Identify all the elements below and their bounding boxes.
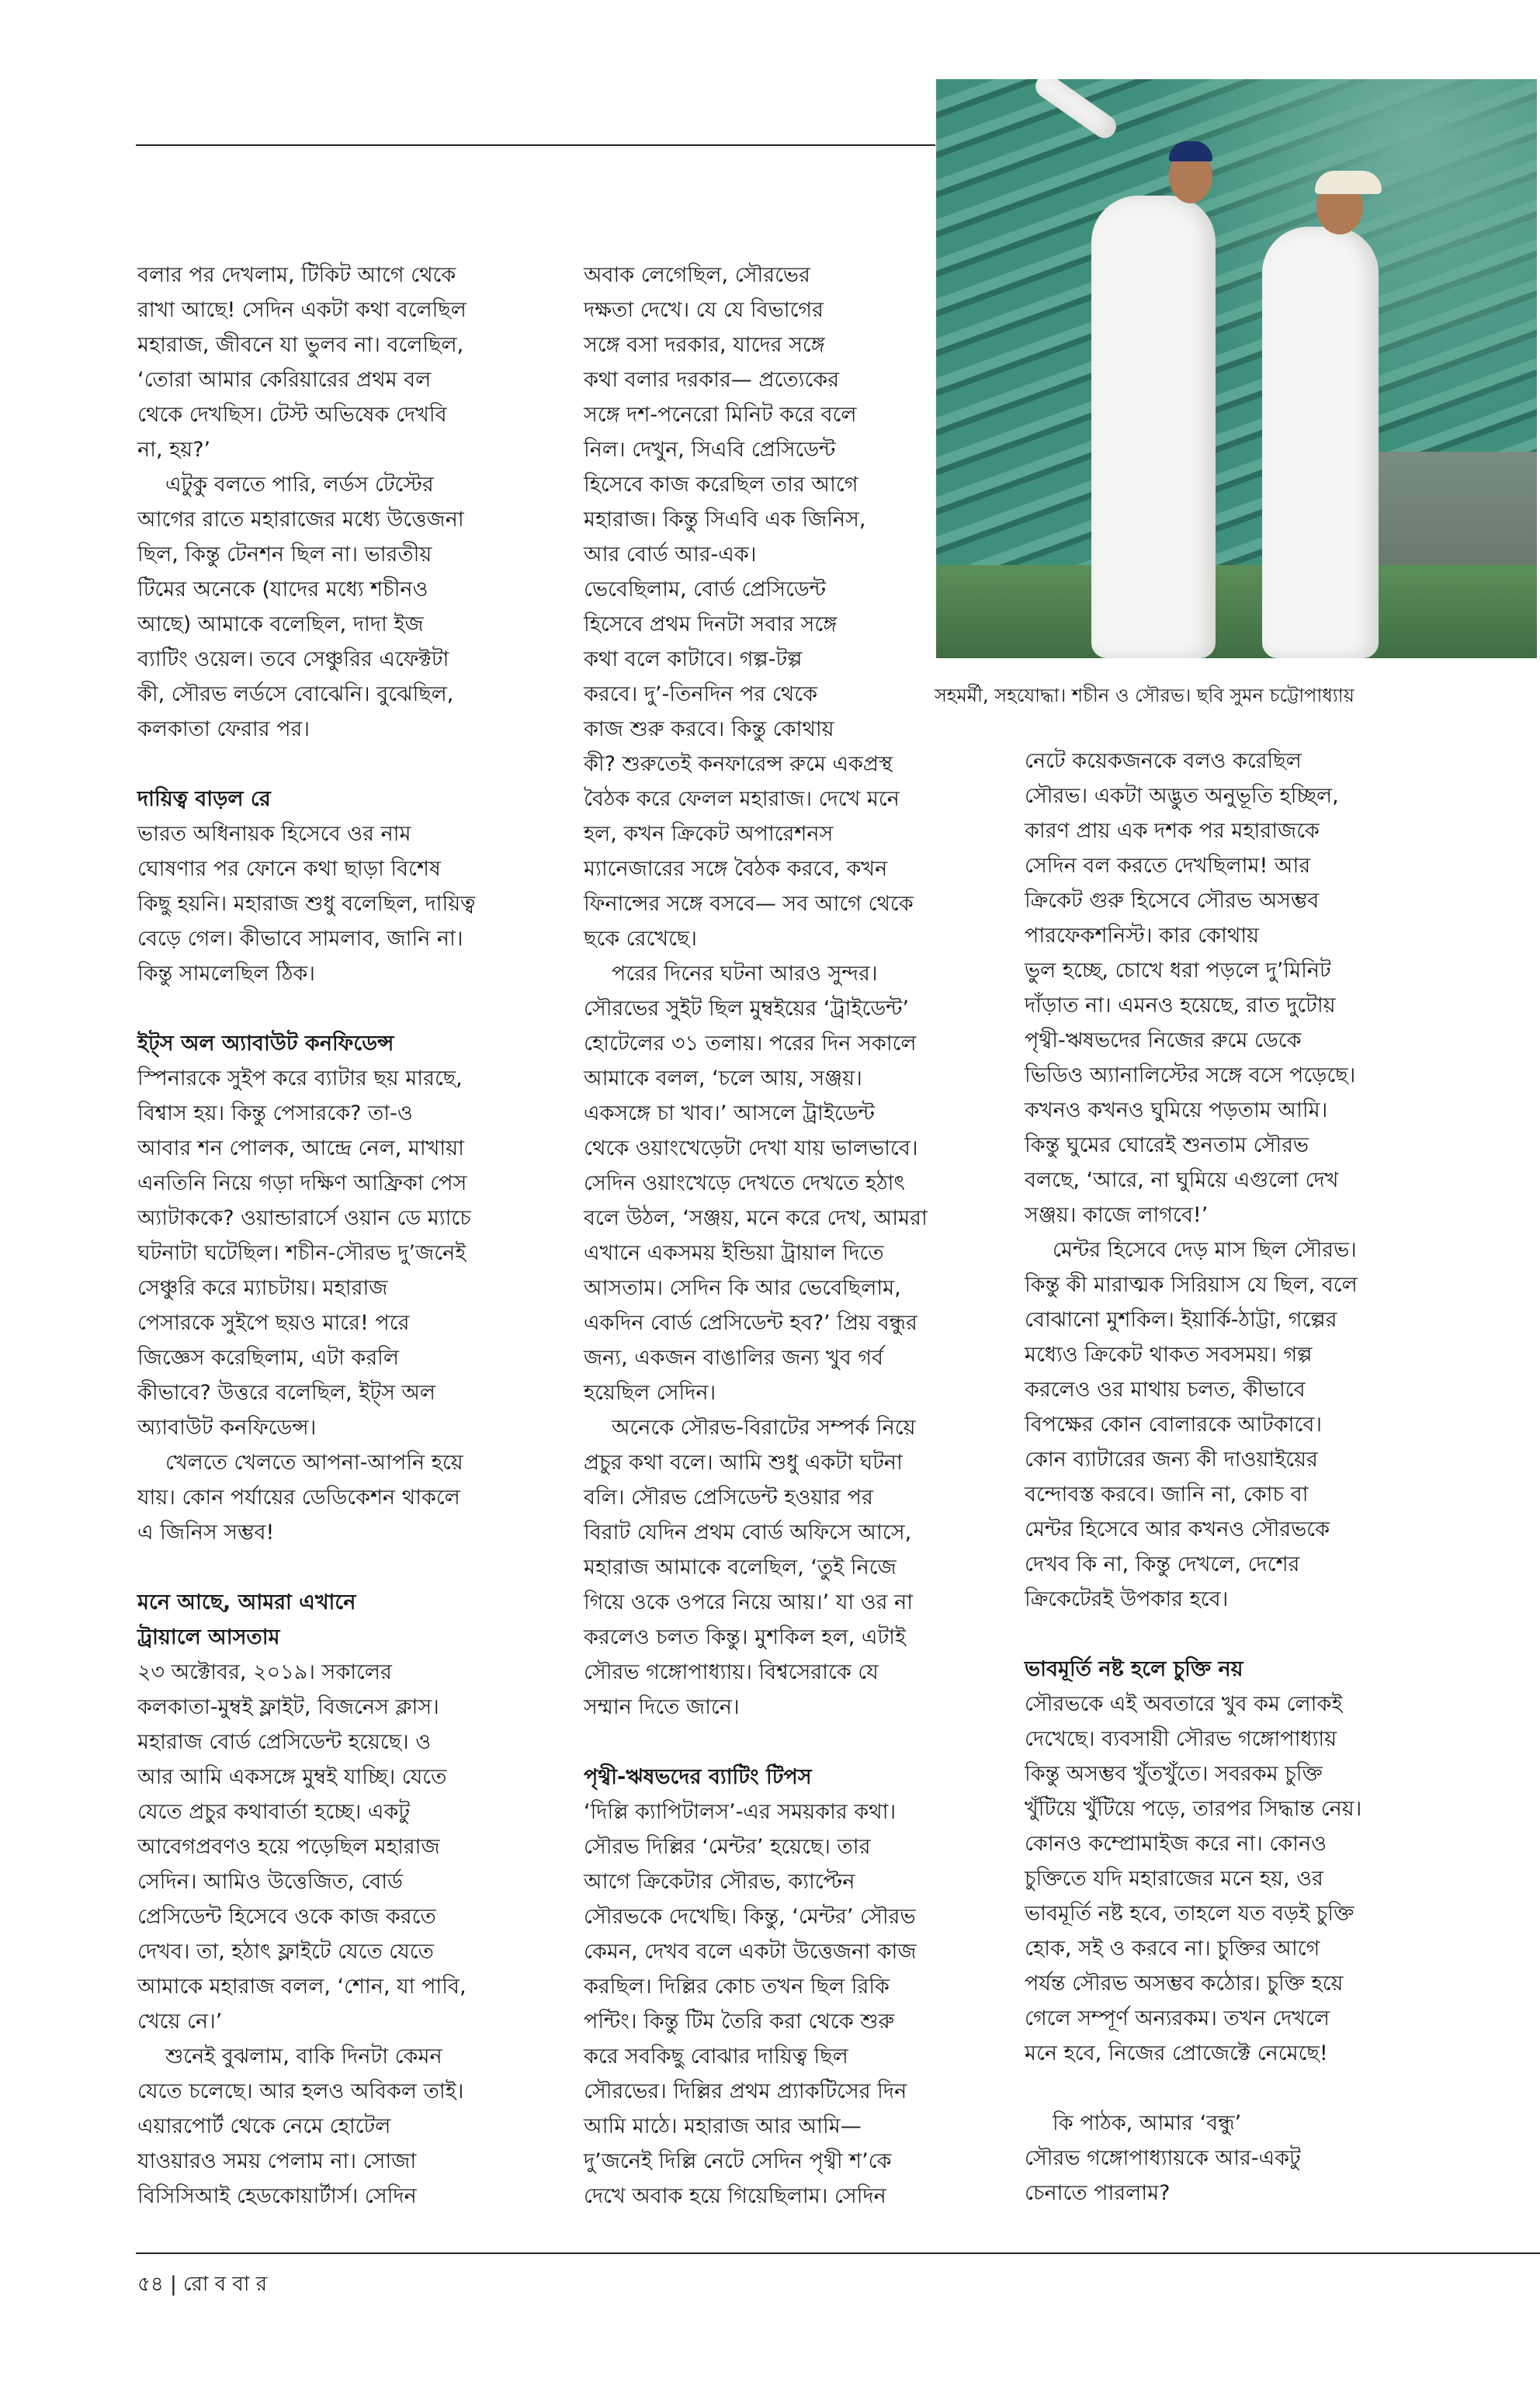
text-line: খেলতে খেলতে আপনা-আপনি হয়ে	[165, 1451, 463, 1475]
blank-line	[137, 991, 541, 1026]
text-line: বোঝানো মুশকিল। ইয়ার্কি-ঠাট্টা, গল্পের	[1025, 1308, 1337, 1332]
text-line: আগের রাতে মহারাজের মধ্যে উত্তেজনা	[137, 508, 464, 532]
text-line: ব্যাটিং ওয়েল। তবে সেঞ্চুরির এফেক্টটা	[137, 647, 449, 671]
text-line: নিল। দেখুন, সিএবি প্রেসিডেন্ট	[584, 438, 836, 462]
text-line: দু’জনেই দিল্লি নেটে সেদিন পৃথ্বী শ’কে	[584, 2149, 892, 2173]
text-line: কখনও কখনও ঘুমিয়ে পড়তাম আমি।	[1025, 1098, 1328, 1122]
text-line: সৌরভ। একটা অদ্ভুত অনুভূতি হচ্ছিল,	[1025, 784, 1339, 808]
text-line: সঙ্গে দশ-পনেরো মিনিট করে বলে	[584, 403, 857, 427]
section-heading: ইট্‌স অল অ্যাবাউট কনফিডেন্স	[137, 1032, 394, 1056]
text-line: এয়ারপোর্ট থেকে নেমে হোটেল	[137, 2114, 391, 2138]
text-line: মহারাজ, জীবনে যা ভুলব না। বলেছিল,	[137, 333, 464, 357]
text-line: যাওয়ারও সময় পেলাম না। সোজা	[137, 2149, 417, 2173]
text-line: হয়েছিল সেদিন।	[584, 1381, 716, 1405]
text-line: গিয়ে ওকে ওপরে নিয়ে আয়।’ যা ওর না	[584, 1590, 914, 1614]
text-line: হোক, সই ও করবে না। চুক্তির আগে	[1025, 1937, 1320, 1961]
footer-rule	[136, 2253, 1540, 2254]
text-line: আর বোর্ড আর-এক।	[584, 543, 757, 567]
text-line: সেদিন বল করতে দেখছিলাম! আর	[1025, 854, 1311, 878]
article-photo	[936, 79, 1537, 658]
text-line: ঘোষণার পর ফোনে কথা ছাড়া বিশেষ	[137, 857, 441, 881]
text-line: সৌরভের। দিল্লির প্রথম প্র্যাকটিসের দিন	[584, 2079, 907, 2103]
blank-line	[1025, 2071, 1428, 2106]
text-line: কেমন, দেখব বলে একটা উত্তেজনা কাজ	[584, 1940, 917, 1964]
text-line: সৌরভকে দেখেছি। কিন্তু, ‘মেন্টর’ সৌরভ	[584, 1905, 916, 1929]
page-footer: ৫৪ | রো ব বা র	[137, 2273, 267, 2296]
text-line: বলার পর দেখলাম, টিকিট আগে থেকে	[137, 263, 456, 287]
text-line: অ্যাটাককে? ওয়ান্ডারার্সে ওয়ান ডে ম্যাচে	[137, 1206, 471, 1230]
blank-line	[137, 747, 541, 782]
text-line: একসঙ্গে চা খাব।’ আসলে ট্রাইডেন্ট	[584, 1101, 875, 1125]
photo-ground	[936, 565, 1537, 658]
text-line: সৌরভের সুইট ছিল মুম্বইয়ের ‘ট্রাইডেন্ট’	[584, 997, 910, 1021]
article-column-1	[137, 258, 541, 2214]
text-line: করে সবকিছু বোঝার দায়িত্ব ছিল	[584, 2044, 848, 2069]
section-heading: ট্রায়ালে আসতাম	[137, 1625, 280, 1649]
text-line: কিন্তু সামলেছিল ঠিক।	[137, 962, 315, 986]
text-line: আবার শন পোলক, আন্দ্রে নেল, মাখায়া	[137, 1136, 464, 1160]
text-line: দেখে অবাক হয়ে গিয়েছিলাম। সেদিন	[584, 2184, 886, 2208]
text-line: পারফেকশনিস্ট। কার কোথায়	[1025, 924, 1260, 948]
text-line: এটুকু বলতে পারি, লর্ডস টেস্টের	[165, 473, 434, 497]
text-line: যেতে প্রচুর কথাবার্তা হচ্ছে। একটু	[137, 1800, 411, 1824]
text-line: বিরাট যেদিন প্রথম বোর্ড অফিসে আসে,	[584, 1521, 912, 1545]
photo-cap	[1169, 141, 1212, 161]
text-line: আমি মাঠে। মহারাজ আর আমি—	[584, 2114, 862, 2138]
text-line: কথা বলে কাটাবে। গল্প-টল্প	[584, 647, 803, 671]
section-heading: পৃথ্বী-ঋষভদের ব্যাটিং টিপস	[584, 1765, 812, 1789]
text-line: খুঁটিয়ে খুঁটিয়ে পড়ে, তারপর সিদ্ধান্ত নেয়।	[1025, 1797, 1362, 1821]
text-line: জন্য, একজন বাঙালির জন্য খুব গর্ব	[584, 1346, 884, 1370]
text-line: জিজ্ঞেস করেছিলাম, এটা করলি	[137, 1346, 400, 1370]
text-line: টিমের অনেকে (যাদের মধ্যে শচীনও	[137, 577, 428, 602]
text-line: সম্মান দিতে জানে।	[584, 1695, 740, 1719]
text-line: কিন্তু ঘুমের ঘোরেই শুনতাম সৌরভ	[1025, 1133, 1309, 1157]
text-line: দেখব কি না, কিন্তু দেখলে, দেশের	[1025, 1552, 1300, 1576]
text-line: সৌরভ গঙ্গোপাধ্যায়কে আর-একটু	[1025, 2146, 1301, 2170]
text-line: যায়। কোন পর্যায়ের ডেডিকেশন থাকলে	[137, 1486, 460, 1510]
blank-line	[584, 1725, 987, 1760]
text-line: সৌরভ দিল্লির ‘মেন্টর’ হয়েছে। তার	[584, 1835, 871, 1859]
text-line: করবে। দু’-তিনদিন পর থেকে	[584, 682, 818, 706]
text-line: পর্যন্ত সৌরভ অসম্ভব কঠোর। চুক্তি হয়ে	[1025, 1972, 1344, 1996]
text-line: অ্যাবাউট কনফিডেন্স।	[137, 1416, 317, 1440]
text-line: গেলে সম্পূর্ণ অন্যরকম। তখন দেখলে	[1025, 2006, 1330, 2031]
text-line: কোনও কম্প্রোমাইজ করে না। কোনও	[1025, 1832, 1327, 1856]
photo-caption: সহমর্মী, সহযোদ্ধা। শচীন ও সৌরভ। ছবি সুমন চট্টোপাধ্যায়	[935, 685, 1354, 706]
text-line: দক্ষতা দেখে। যে যে বিভাগের	[584, 298, 824, 322]
text-line: করলেও ওর মাথায় চলত, কীভাবে	[1025, 1378, 1306, 1402]
blank-line	[137, 1550, 541, 1585]
text-line: এখানে একসময় ইন্ডিয়া ট্রায়াল দিতে	[584, 1241, 884, 1265]
text-line: নেটে কয়েকজনকে বলও করেছিল	[1025, 749, 1302, 773]
text-line: থেকে দেখছিস। টেস্ট অভিষেক দেখবি	[137, 403, 447, 427]
text-line: ছকে রেখেছে।	[584, 927, 697, 951]
text-line: বন্দোবস্ত করবে। জানি না, কোচ বা	[1025, 1483, 1309, 1507]
text-line: রাখা আছে! সেদিন একটা কথা বলেছিল	[137, 298, 467, 322]
text-line: ফিনান্সের সঙ্গে বসবে— সব আগে থেকে	[584, 892, 914, 916]
text-line: কলকাতা ফেরার পর।	[137, 717, 310, 741]
text-line: ভিডিও অ্যানালিস্টের সঙ্গে বসে পড়েছে।	[1025, 1063, 1356, 1087]
text-line: বিশ্বাস হয়। কিন্তু পেসারকে? তা-ও	[137, 1101, 413, 1125]
text-line: বেড়ে গেল। কীভাবে সামলাব, জানি না।	[137, 927, 463, 951]
text-line: কী, সৌরভ লর্ডসে বোঝেনি। বুঝেছিল,	[137, 682, 454, 706]
text-line: ‘তোরা আমার কেরিয়ারের প্রথম বল	[137, 368, 432, 392]
text-line: বলি। সৌরভ প্রেসিডেন্ট হওয়ার পর	[584, 1486, 873, 1510]
text-line: বলে উঠল, ‘সঞ্জয়, মনে করে দেখ, আমরা	[584, 1206, 928, 1230]
text-line: অবাক লেগেছিল, সৌরভের	[584, 263, 810, 287]
text-line: ভাবমূর্তি নষ্ট হবে, তাহলে যত বড়ই চুক্তি	[1025, 1902, 1354, 1926]
text-line: কিছু হয়নি। মহারাজ শুধু বলেছিল, দায়িত্ব	[137, 892, 476, 916]
blank-line	[1025, 1617, 1428, 1652]
text-line: বৈঠক করে ফেলল মহারাজ। দেখে মনে	[584, 787, 900, 811]
text-line: আসতাম। সেদিন কি আর ভেবেছিলাম,	[584, 1276, 901, 1300]
text-line: চেনাতে পারলাম?	[1025, 2181, 1171, 2205]
text-line: কীভাবে? উত্তরে বলেছিল, ইট্‌স অল	[137, 1381, 436, 1405]
text-line: না, হয়?’	[137, 438, 211, 462]
text-line: খেয়ে নে।’	[137, 2010, 223, 2034]
text-line: ভুল হচ্ছে, চোখে ধরা পড়লে দু’মিনিট	[1025, 959, 1331, 983]
photo-hat	[1315, 171, 1382, 194]
text-line: আবেগপ্রবণও হয়ে পড়েছিল মহারাজ	[137, 1835, 440, 1859]
text-line: হোটেলের ৩১ তলায়। পরের দিন সকালে	[584, 1032, 917, 1056]
text-line: বলছে, ‘আরে, না ঘুমিয়ে এগুলো দেখ	[1025, 1168, 1339, 1192]
text-line: যেতে চলেছে। আর হলও অবিকল তাই।	[137, 2079, 464, 2103]
text-line: আমাকে বলল, ‘চলে আয়, সঞ্জয়।	[584, 1066, 862, 1091]
text-line: কলকাতা-মুম্বই ফ্লাইট, বিজনেস ক্লাস।	[137, 1695, 439, 1719]
text-line: সেদিন ওয়াংখেড়ে দেখতে দেখতে হঠাৎ	[584, 1171, 905, 1195]
text-line: আর আমি একসঙ্গে মুম্বই যাচ্ছি। যেতে	[137, 1765, 447, 1789]
text-line: একদিন বোর্ড প্রেসিডেন্ট হব?’ প্রিয় বন্ধুর	[584, 1311, 917, 1335]
text-line: করলেও চলত কিন্তু। মুশকিল হল, এটাই	[584, 1625, 907, 1649]
top-rule	[136, 144, 935, 146]
text-line: কিন্তু কী মারাত্মক সিরিয়াস যে ছিল, বলে	[1025, 1273, 1358, 1297]
text-line: কথা বলার দরকার— প্রত্যেকের	[584, 368, 840, 392]
text-line: ক্রিকেট গুরু হিসেবে সৌরভ অসম্ভব	[1025, 889, 1320, 913]
photo-pointing-arm	[1031, 79, 1121, 143]
text-line: প্রেসিডেন্ট হিসেবে ওকে কাজ করতে	[137, 1905, 436, 1929]
text-line: ‘দিল্লি ক্যাপিটালস’-এর সময়কার কথা।	[584, 1800, 897, 1824]
text-line: ছিল, কিন্তু টেনশন ছিল না। ভারতীয়	[137, 543, 432, 567]
text-line: আছে) আমাকে বলেছিল, দাদা ইজ	[137, 612, 424, 636]
text-line: ক্রিকেটেরই উপকার হবে।	[1025, 1587, 1229, 1611]
text-line: প্রচুর কথা বলে। আমি শুধু একটা ঘটনা	[584, 1451, 903, 1475]
text-line: সঙ্গে বসা দরকার, যাদের সঙ্গে	[584, 333, 825, 357]
text-line: স্পিনারকে সুইপ করে ব্যাটার ছয় মারছে,	[137, 1066, 463, 1091]
text-line: সৌরভকে এই অবতারে খুব কম লোকই	[1025, 1692, 1343, 1716]
text-line: হল, কখন ক্রিকেট অপারেশনস	[584, 822, 834, 846]
text-line: কোন ব্যাটারের জন্য কী দাওয়াইয়ের	[1025, 1448, 1318, 1472]
text-line: কাজ শুরু করবে। কিন্তু কোথায়	[584, 717, 834, 741]
text-line: সেদিন। আমিও উত্তেজিত, বোর্ড	[137, 1870, 403, 1894]
text-line: কি পাঠক, আমার ‘বন্ধু’	[1053, 2111, 1242, 2135]
text-line: মেন্টর হিসেবে দেড় মাস ছিল সৌরভ।	[1053, 1238, 1357, 1262]
text-line: মহারাজ বোর্ড প্রেসিডেন্ট হয়েছে। ও	[137, 1730, 432, 1754]
text-line: মেন্টর হিসেবে আর কখনও সৌরভকে	[1025, 1517, 1330, 1542]
article-column-3	[1025, 744, 1428, 2211]
text-line: সঞ্জয়। কাজে লাগবে!’	[1025, 1203, 1209, 1227]
text-line: মহারাজ। কিন্তু সিএবি এক জিনিস,	[584, 508, 866, 532]
text-line: আমাকে মহারাজ বলল, ‘শোন, যা পাবি,	[137, 1975, 467, 1999]
section-heading: ভাবমূর্তি নষ্ট হলে চুক্তি নয়	[1025, 1657, 1243, 1681]
section-heading: মনে আছে, আমরা এখানে	[137, 1590, 356, 1614]
text-line: এ জিনিস সম্ভব!	[137, 1521, 275, 1545]
text-line: শুনেই বুঝলাম, বাকি দিনটা কেমন	[165, 2044, 442, 2069]
text-line: বিসিসিআই হেডকোয়ার্টার্স। সেদিন	[137, 2184, 417, 2208]
text-line: ভারত অধিনায়ক হিসেবে ওর নাম	[137, 822, 411, 846]
text-line: সেঞ্চুরি করে ম্যাচটায়। মহারাজ	[137, 1276, 388, 1300]
text-line: পন্টিং। কিন্তু টিম তৈরি করা থেকে শুরু	[584, 2010, 895, 2034]
text-line: চুক্তিতে যদি মহারাজের মনে হয়, ওর	[1025, 1867, 1323, 1891]
photo-player-left	[1091, 196, 1216, 658]
text-line: হিসেবে প্রথম দিনটা সবার সঙ্গে	[584, 612, 838, 636]
text-line: ম্যানেজারের সঙ্গে বৈঠক করবে, কখন	[584, 857, 888, 881]
text-line: অনেকে সৌরভ-বিরাটের সম্পর্ক নিয়ে	[612, 1416, 916, 1440]
text-line: ঘটনাটা ঘটেছিল। শচীন-সৌরভ দু’জনেই	[137, 1241, 467, 1265]
text-line: মহারাজ আমাকে বলেছিল, ‘তুই নিজে	[584, 1555, 897, 1580]
text-line: বিপক্ষের কোন বোলারকে আটকাবে।	[1025, 1413, 1322, 1437]
text-line: মধ্যেও ক্রিকেট থাকত সবসময়। গল্প	[1025, 1343, 1313, 1367]
text-line: কারণ প্রায় এক দশক পর মহারাজকে	[1025, 819, 1320, 843]
text-line: ২৩ অক্টোবর, ২০১৯। সকালের	[137, 1660, 392, 1684]
text-line: সৌরভ গঙ্গোপাধ্যায়। বিশ্বসেরাকে যে	[584, 1660, 879, 1684]
text-line: পেসারকে সুইপে ছয়ও মারে! পরে	[137, 1311, 410, 1335]
text-line: থেকে ওয়াংখেড়েটা দেখা যায় ভালভাবে।	[584, 1136, 918, 1160]
text-line: ভেবেছিলাম, বোর্ড প্রেসিডেন্ট	[584, 577, 827, 602]
text-line: দেখেছে। ব্যবসায়ী সৌরভ গঙ্গোপাধ্যায়	[1025, 1727, 1337, 1751]
section-heading: দায়িত্ব বাড়ল রে	[137, 787, 271, 811]
text-line: হিসেবে কাজ করেছিল তার আগে	[584, 473, 858, 497]
text-line: আগে ক্রিকেটার সৌরভ, ক্যাপ্টেন	[584, 1870, 855, 1894]
text-line: দেখব। তা, হঠাৎ ফ্লাইটে যেতে যেতে	[137, 1940, 434, 1964]
text-line: এনতিনি নিয়ে গড়া দক্ষিণ আফ্রিকা পেস	[137, 1171, 467, 1195]
text-line: করছিল। দিল্লির কোচ তখন ছিল রিকি	[584, 1975, 890, 1999]
text-line: মনে হবে, নিজের প্রোজেক্টে নেমেছে!	[1025, 2041, 1328, 2065]
text-line: কী? শুরুতেই কনফারেন্স রুমে একপ্রস্থ	[584, 752, 893, 776]
text-line: দাঁড়াত না। এমনও হয়েছে, রাত দুটোয়	[1025, 994, 1336, 1018]
photo-player-right	[1262, 227, 1379, 658]
article-column-2	[584, 258, 987, 2214]
text-line: পৃথ্বী-ঋষভদের নিজের রুমে ডেকে	[1025, 1028, 1302, 1053]
text-line: কিন্তু অসম্ভব খুঁতখুঁতে। সবরকম চুক্তি	[1025, 1762, 1323, 1786]
text-line: পরের দিনের ঘটনা আরও সুন্দর।	[612, 962, 878, 986]
